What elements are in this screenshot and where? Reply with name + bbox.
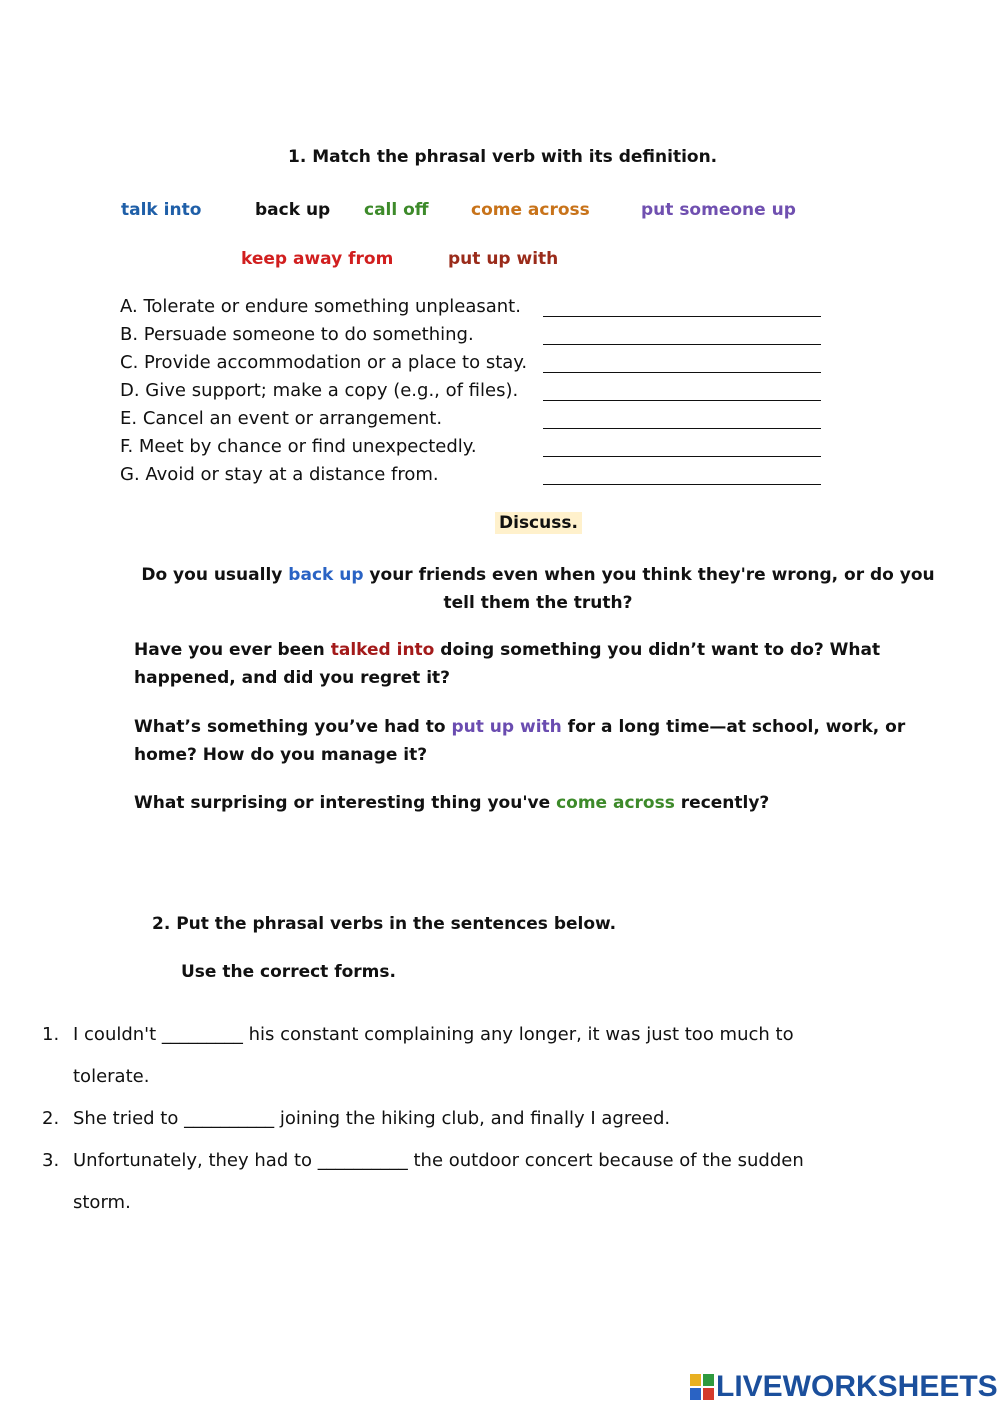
definition-a: A. Tolerate or endure something unpleasant.	[120, 296, 521, 317]
sentence-3-line-1: Unfortunately, they had to __________ the outdoor concert because of the sudden	[73, 1150, 804, 1171]
answer-blank-b[interactable]	[543, 344, 821, 345]
exercise1-title: 1. Match the phrasal verb with its definition.	[288, 147, 718, 167]
sentence-number-1: 1.	[42, 1024, 60, 1045]
definition-f: F. Meet by chance or find unexpectedly.	[120, 436, 477, 457]
word-put-up-with: put up with	[448, 249, 559, 269]
answer-blank-f[interactable]	[543, 456, 821, 457]
definition-b: B. Persuade someone to do something.	[120, 324, 474, 345]
word-come-across: come across	[471, 200, 590, 220]
word-keep-away-from: keep away from	[241, 249, 394, 269]
liveworksheets-logo-text: LIVEWORKSHEETS	[716, 1370, 998, 1403]
sentence-1-line-2: tolerate.	[73, 1066, 150, 1087]
word-talk-into: talk into	[121, 200, 202, 220]
definition-e: E. Cancel an event or arrangement.	[120, 408, 443, 429]
answer-blank-a[interactable]	[543, 316, 821, 317]
exercise2-subtitle: Use the correct forms.	[181, 962, 396, 982]
discuss-question-4: What surprising or interesting thing you've come across recently?	[134, 793, 770, 813]
highlight-come-across: come across	[556, 793, 675, 813]
word-back-up: back up	[255, 200, 331, 220]
answer-blank-c[interactable]	[543, 372, 821, 373]
sentence-number-3: 3.	[42, 1150, 60, 1171]
liveworksheets-logo	[690, 1372, 998, 1402]
discuss-question-2: Have you ever been talked into doing something you didn’t want to do? What happened, and did you regret it?	[134, 640, 881, 688]
discuss-label: Discuss.	[495, 512, 582, 534]
exercise2-title: 2. Put the phrasal verbs in the sentences below.	[152, 914, 617, 934]
liveworksheets-logo-icon	[690, 1374, 714, 1400]
sentence-3-line-2: storm.	[73, 1192, 131, 1213]
answer-blank-e[interactable]	[543, 428, 821, 429]
definition-c: C. Provide accommodation or a place to stay.	[120, 352, 528, 373]
definition-g: G. Avoid or stay at a distance from.	[120, 464, 439, 485]
highlight-talked-into: talked into	[330, 640, 435, 660]
word-call-off: call off	[364, 200, 429, 220]
discuss-question-1: Do you usually back up your friends even when you think they're wrong, or do you tell them the truth?	[141, 565, 935, 613]
sentence-number-2: 2.	[42, 1108, 60, 1129]
discuss-question-3: What’s something you’ve had to put up with for a long time—at school, work, or home? How do you manage it?	[134, 717, 906, 765]
answer-blank-d[interactable]	[543, 400, 821, 401]
answer-blank-g[interactable]	[543, 484, 821, 485]
definition-d: D. Give support; make a copy (e.g., of files).	[120, 380, 519, 401]
word-put-someone-up: put someone up	[641, 200, 796, 220]
highlight-put-up-with: put up with	[451, 717, 562, 737]
sentence-1-line-1: I couldn't _________ his constant complaining any longer, it was just too much to	[73, 1024, 794, 1045]
sentence-2-line-1: She tried to __________ joining the hiking club, and finally I agreed.	[73, 1108, 671, 1129]
highlight-back-up: back up	[288, 565, 364, 585]
